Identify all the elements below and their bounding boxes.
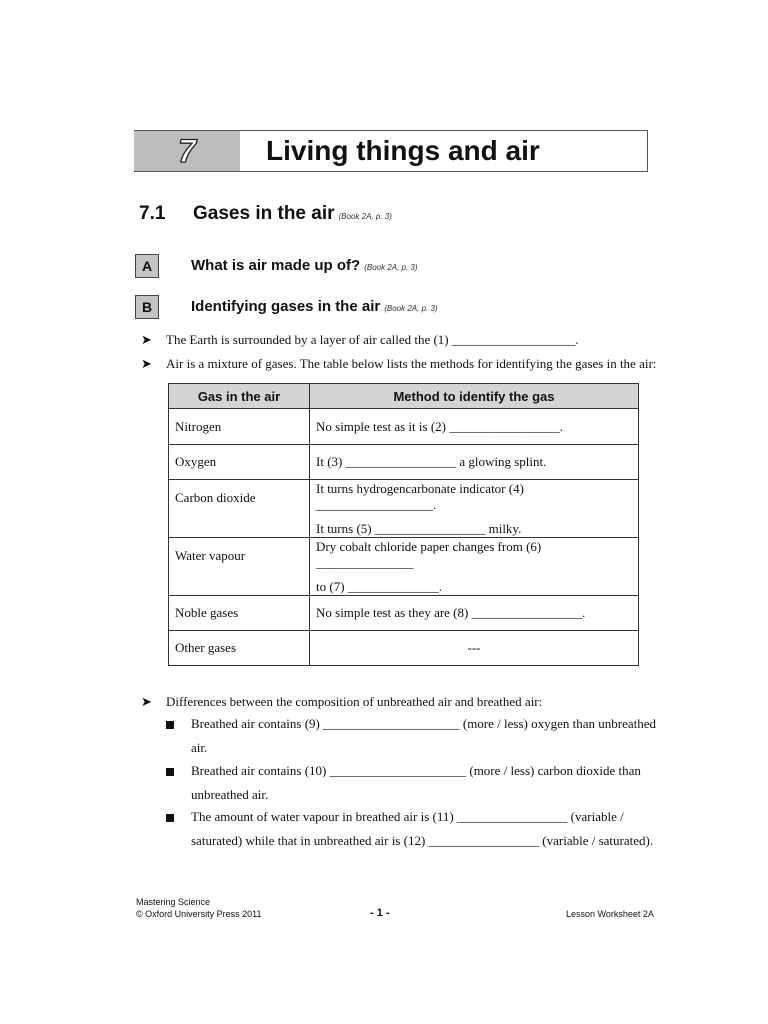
chapter-number-box xyxy=(134,131,240,171)
subsection-a-title-text: What is air made up of? xyxy=(191,257,361,274)
method-cell: --- xyxy=(310,631,639,666)
square-bullet-icon xyxy=(166,814,174,822)
subsection-b-title-text: Identifying gases in the air xyxy=(191,298,381,315)
arrow-bullet-icon: ➤ xyxy=(141,356,152,371)
method-line-2: It turns (5) _________________ milky. xyxy=(316,520,522,536)
difference-item-line: air. xyxy=(191,740,208,755)
table-header-row xyxy=(169,384,639,409)
chapter-title: Living things and air xyxy=(266,135,540,166)
square-bullet-icon xyxy=(166,768,174,776)
difference-item-line: unbreathed air. xyxy=(191,787,269,802)
section-ref: (Book 2A, p. 3) xyxy=(338,212,392,221)
subsection-a-box: A xyxy=(135,254,159,278)
bullet-1: The Earth is surrounded by a layer of air called the (1) ___________________. xyxy=(166,332,579,347)
table-row xyxy=(169,596,639,631)
table-row xyxy=(169,445,639,480)
section-number: 7.1 xyxy=(139,203,166,224)
subsection-b-box: B xyxy=(135,295,159,319)
column-header-method: Method to identify the gas xyxy=(310,384,639,409)
subsection-a-ref: (Book 2A, p. 3) xyxy=(364,263,418,272)
gas-cell: Carbon dioxide xyxy=(169,480,310,538)
section-title-text: Gases in the air xyxy=(193,203,335,224)
page-number: - 1 - xyxy=(370,907,390,919)
arrow-bullet-icon: ➤ xyxy=(141,694,152,709)
gas-cell: Other gases xyxy=(169,631,310,666)
table-row xyxy=(169,409,639,445)
method-line-2: to (7) ______________. xyxy=(316,578,443,594)
square-bullet-icon xyxy=(166,721,174,729)
chapter-header xyxy=(134,130,648,172)
method-line: Dry cobalt chloride paper changes from (6) _______________ xyxy=(316,538,542,570)
gas-cell: Oxygen xyxy=(169,445,310,480)
footer-publisher-line1: Mastering Science xyxy=(136,897,211,907)
section-title xyxy=(193,203,392,225)
table-row xyxy=(169,631,639,666)
method-cell: No simple test as it is (2) _________________. xyxy=(310,409,639,445)
bullet-2: Air is a mixture of gases. The table below lists the methods for identifying the gases in the air: xyxy=(166,356,657,371)
chapter-number: 7 xyxy=(178,133,196,169)
table-row xyxy=(169,538,639,596)
column-header-gas: Gas in the air xyxy=(169,384,310,409)
subsection-b-ref: (Book 2A, p. 3) xyxy=(384,304,438,313)
gas-cell: Water vapour xyxy=(169,538,310,596)
gas-cell: Nitrogen xyxy=(169,409,310,445)
difference-item-line: The amount of water vapour in breathed air is (11) _________________ (variable / xyxy=(191,809,624,824)
method-cell xyxy=(310,480,639,538)
footer-worksheet: Lesson Worksheet 2A xyxy=(566,909,654,919)
method-cell xyxy=(310,538,639,596)
method-cell: No simple test as they are (8) _________________. xyxy=(310,596,639,631)
difference-item-line: Breathed air contains (9) _____________________ (more / less) oxygen than unbreathed xyxy=(191,716,656,731)
method-cell: It (3) _________________ a glowing splint. xyxy=(310,445,639,480)
difference-item-line: Breathed air contains (10) _____________________ (more / less) carbon dioxide than xyxy=(191,763,641,778)
footer-publisher-line2: © Oxford University Press 2011 xyxy=(136,909,262,919)
difference-item-line: saturated) while that in unbreathed air is (12) _________________ (variable / saturated). xyxy=(191,833,654,848)
subsection-b-title xyxy=(191,298,438,315)
table-row xyxy=(169,480,639,538)
arrow-bullet-icon: ➤ xyxy=(141,332,152,347)
subsection-a-title xyxy=(191,257,418,274)
method-line: It turns hydrogencarbonate indicator (4) __________________. xyxy=(316,480,524,512)
gas-identification-table xyxy=(168,383,639,666)
differences-intro: Differences between the composition of unbreathed air and breathed air: xyxy=(166,694,543,709)
gas-cell: Noble gases xyxy=(169,596,310,631)
